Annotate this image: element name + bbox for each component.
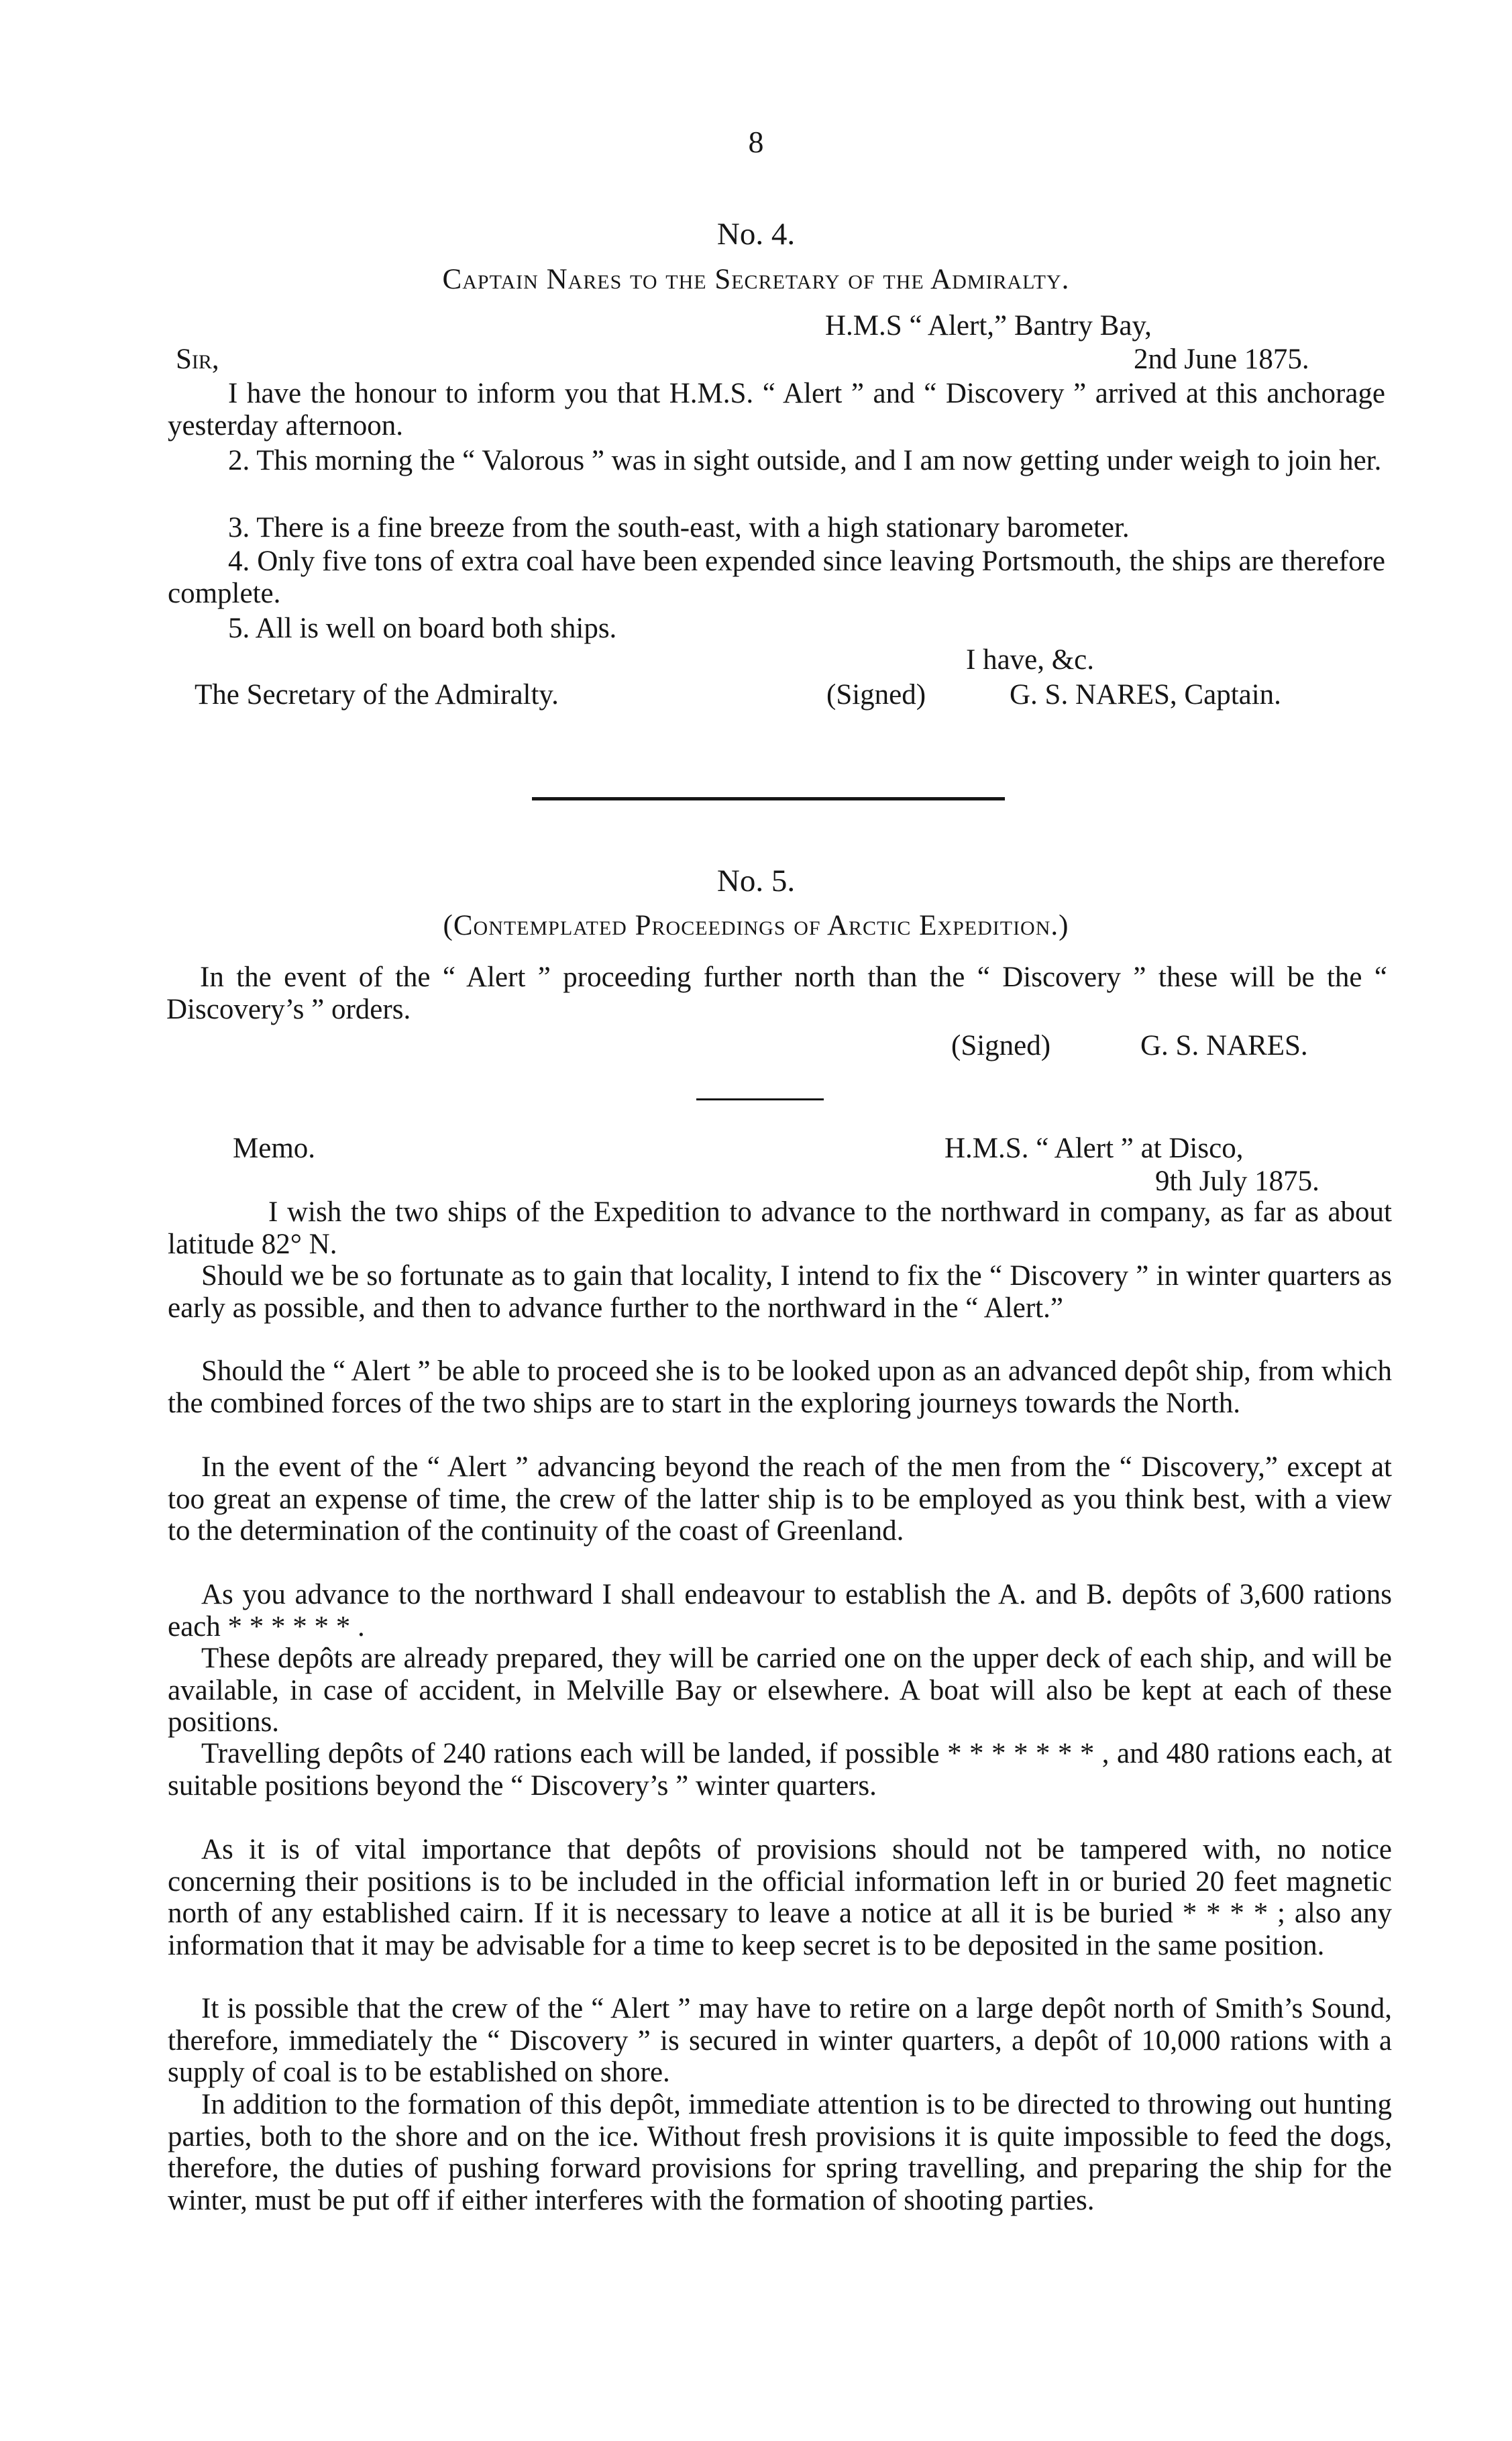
page-number: 8: [748, 125, 764, 159]
section-divider: [532, 797, 1005, 800]
memo-paragraph: Travelling depôts of 240 rations each will be landed, if possible * * * * * * * , and 480 rations each, at suitable positions beyond the “ Discovery’s ” winter quarters.: [168, 1738, 1392, 1802]
memo-paragraph: It is possible that the crew of the “ Alert ” may have to retire on a large depôt north of Smith’s Sound, therefore, immediately the “ Discovery ” is secured in winter quarters, a depôt of 10,000 rations with a supply of coal is to be established on shore.: [168, 1993, 1392, 2088]
salutation: Sir,: [176, 344, 219, 375]
intro-paragraph: In the event of the “ Alert ” proceeding further north than the “ Discovery ” these will be the “ Discovery’s ” orders.: [166, 962, 1387, 1025]
letter-date: 2nd June 1875.: [1134, 344, 1309, 375]
document-heading: Captain Nares to the Secretary of the Admiralty.: [442, 264, 1070, 295]
document-heading: (Contemplated Proceedings of Arctic Expedition.): [443, 910, 1069, 941]
paragraph: I have the honour to inform you that H.M.S. “ Alert ” and “ Discovery ” arrived at this anchorage yesterday afternoon.: [168, 378, 1385, 442]
signed-label: (Signed): [826, 679, 926, 711]
document-number: No. 5.: [716, 864, 796, 898]
paragraph: 2. This morning the “ Valorous ” was in sight outside, and I am now getting under weigh to join her.: [228, 445, 1382, 476]
memo-label: Memo.: [233, 1133, 316, 1164]
document-number: No. 4.: [716, 217, 796, 252]
memo-paragraph: As it is of vital importance that depôts of provisions should not be tampered with, no notice concerning their positions is to be included in the official information left in or buried 20 feet magnetic north of any established cairn. If it is necessary to leave a notice at all it is be buried * * * * ; also any information that it may be advisable for a time to keep secret is to be deposited in the same position.: [168, 1834, 1392, 1961]
memo-paragraph: In addition to the formation of this depôt, immediate attention is to be directed to throwing out hunting parties, both to the shore and on the ice. Without fresh provisions it is quite impossible to feed the dogs, therefore, the duties of pushing forward provisions for spring travelling, and preparing the ship for the winter, must be put off if either interferes with the formation of shooting parties.: [168, 2089, 1392, 2216]
memo-date: 9th July 1875.: [1155, 1165, 1319, 1197]
paragraph: 4. Only five tons of extra coal have been expended since leaving Portsmouth, the ships are therefore complete.: [168, 546, 1385, 609]
memo-address: H.M.S. “ Alert ” at Disco,: [944, 1133, 1244, 1164]
memo-paragraph: I wish the two ships of the Expedition to advance to the northward in company, as far as about latitude 82° N.: [168, 1196, 1392, 1260]
signed-label: (Signed): [951, 1030, 1051, 1061]
signature: G. S. NARES.: [1140, 1030, 1308, 1061]
memo-paragraph: In the event of the “ Alert ” advancing beyond the reach of the men from the “ Discovery,” except at too great an expense of time, the crew of the latter ship is to be employed as you think best, with a view to the determination of the continuity of the coast of Greenland.: [168, 1451, 1392, 1547]
memo-paragraph: These depôts are already prepared, they will be carried one on the upper deck of each ship, and will be available, in case of accident, in Melville Bay or elsewhere. A boat will also be kept at each of these positions.: [168, 1643, 1392, 1738]
memo-paragraph: Should the “ Alert ” be able to proceed she is to be looked upon as an advanced depôt ship, from which the combined forces of the two ships are to start in the exploring journeys towards the North.: [168, 1355, 1392, 1419]
closing: I have, &c.: [966, 644, 1095, 676]
paragraph: 5. All is well on board both ships.: [228, 613, 617, 644]
sender-address: H.M.S “ Alert,” Bantry Bay,: [825, 310, 1152, 342]
memo-paragraph: As you advance to the northward I shall endeavour to establish the A. and B. depôts of 3,600 rations each * * * * * * .: [168, 1579, 1392, 1643]
memo-paragraph: Should we be so fortunate as to gain that locality, I intend to fix the “ Discovery ” in winter quarters as early as possible, and then to advance further to the northward in the “ Alert.”: [168, 1260, 1392, 1324]
paragraph: 3. There is a fine breeze from the south-east, with a high stationary barometer.: [228, 512, 1130, 543]
signature: G. S. NARES, Captain.: [1010, 679, 1281, 711]
short-divider: [696, 1098, 824, 1100]
addressee: The Secretary of the Admiralty.: [195, 679, 559, 711]
